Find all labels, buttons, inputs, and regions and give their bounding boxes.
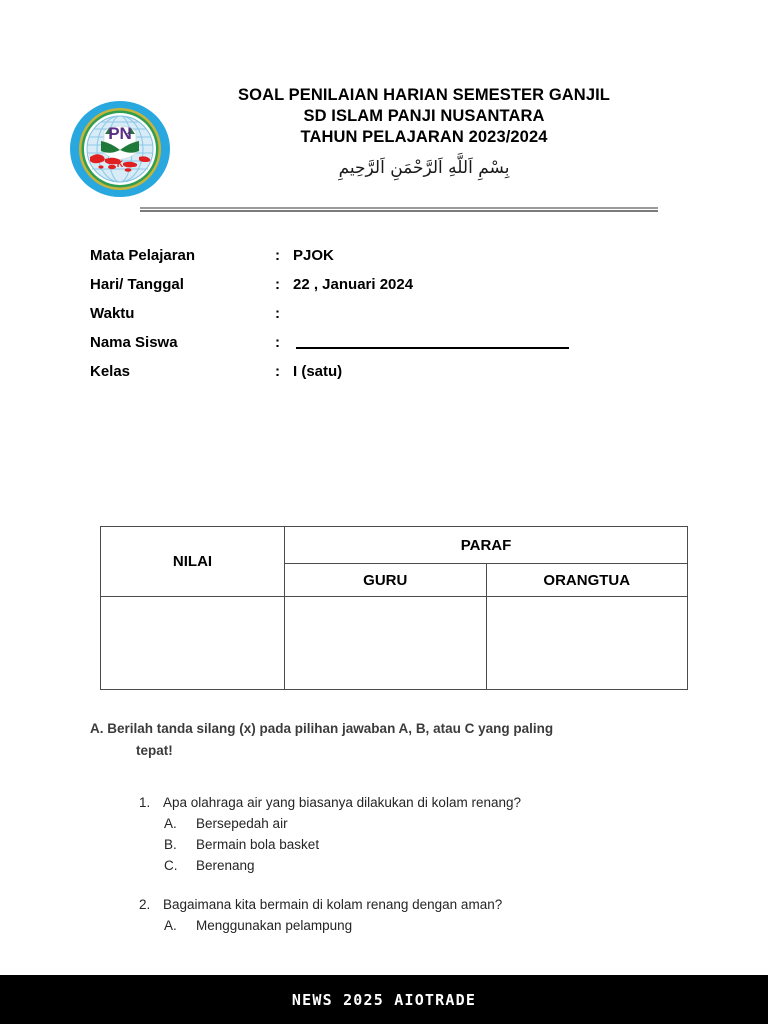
field-value-kelas: I (satu) [293, 363, 343, 380]
option-letter: A. [164, 816, 177, 831]
section-a-instruction [90, 718, 650, 762]
table-header-nilai: NILAI [101, 527, 285, 597]
field-label: Mata Pelajaran [90, 247, 196, 264]
option-1-a[interactable] [139, 813, 699, 834]
footer-text: NEWS 2025 AIOTRADE [291, 990, 477, 1009]
option-1-c[interactable] [139, 855, 699, 876]
svg-text:K: K [116, 159, 124, 169]
option-1-b[interactable] [139, 834, 699, 855]
title-line-2: SD ISLAM PANJI NUSANTARA [303, 107, 545, 125]
option-letter: B. [164, 837, 177, 852]
option-text: Bermain bola basket [196, 837, 320, 852]
table-header-orangtua: ORANGTUA [486, 564, 688, 597]
instruction-line-2: tepat! [136, 743, 173, 758]
field-row-mata-pelajaran [90, 246, 650, 275]
school-crest-icon [68, 97, 172, 201]
field-row-nama-siswa [90, 333, 650, 362]
question-list [139, 792, 699, 954]
field-label: Kelas [90, 363, 131, 380]
question-stem [139, 792, 699, 813]
option-2-a[interactable] [139, 915, 699, 936]
field-label: Nama Siswa [90, 334, 178, 351]
option-letter: C. [164, 858, 178, 873]
table-cell-orangtua-value[interactable] [486, 597, 688, 690]
svg-text:PN: PN [108, 124, 132, 143]
option-letter: A. [164, 918, 177, 933]
question-stem [139, 894, 699, 915]
nama-siswa-blank-line[interactable] [296, 333, 569, 349]
table-row [101, 527, 688, 564]
option-text: Bersepedah air [196, 816, 288, 831]
option-text: Menggunakan pelampung [196, 918, 353, 933]
field-colon: : [275, 276, 280, 293]
title-line-3: TAHUN PELAJARAN 2023/2024 [300, 128, 548, 146]
field-colon: : [275, 363, 280, 380]
field-label: Hari/ Tanggal [90, 276, 184, 293]
document-header [0, 46, 768, 206]
question-text: Bagaimana kita bermain di kolam renang dengan aman? [163, 897, 503, 912]
field-row-kelas [90, 362, 650, 391]
field-value-hari-tanggal: 22 , Januari 2024 [293, 276, 414, 293]
table-cell-guru-value[interactable] [285, 597, 487, 690]
table-header-paraf: PARAF [285, 527, 688, 564]
field-row-waktu [90, 304, 650, 333]
table-header-guru: GURU [285, 564, 487, 597]
field-value-mata-pelajaran: PJOK [293, 247, 334, 264]
field-row-hari-tanggal [90, 275, 650, 304]
title-line-1: SOAL PENILAIAN HARIAN SEMESTER GANJIL [238, 86, 610, 104]
header-divider [140, 207, 658, 212]
table-row [101, 597, 688, 690]
field-colon: : [275, 247, 280, 264]
grade-table [100, 526, 688, 690]
identity-fields [90, 246, 650, 391]
question-number: 1. [139, 795, 151, 810]
question-number: 2. [139, 897, 151, 912]
table-cell-nilai-value[interactable] [101, 597, 285, 690]
question-text: Apa olahraga air yang biasanya dilakukan di kolam renang? [163, 795, 521, 810]
footer-banner [0, 975, 768, 1024]
field-label: Waktu [90, 305, 135, 322]
question-2 [139, 894, 699, 936]
field-colon: : [275, 334, 280, 351]
question-1 [139, 792, 699, 876]
bismillah-text: بِسْمِ اَللَّهِ اَلرَّحْمَنِ اَلرَّحِيمِ [338, 158, 510, 178]
field-colon: : [275, 305, 280, 322]
document-title [184, 85, 664, 148]
option-text: Berenang [196, 858, 255, 873]
instruction-line-1: A. Berilah tanda silang (x) pada pilihan jawaban A, B, atau C yang paling [90, 721, 554, 736]
